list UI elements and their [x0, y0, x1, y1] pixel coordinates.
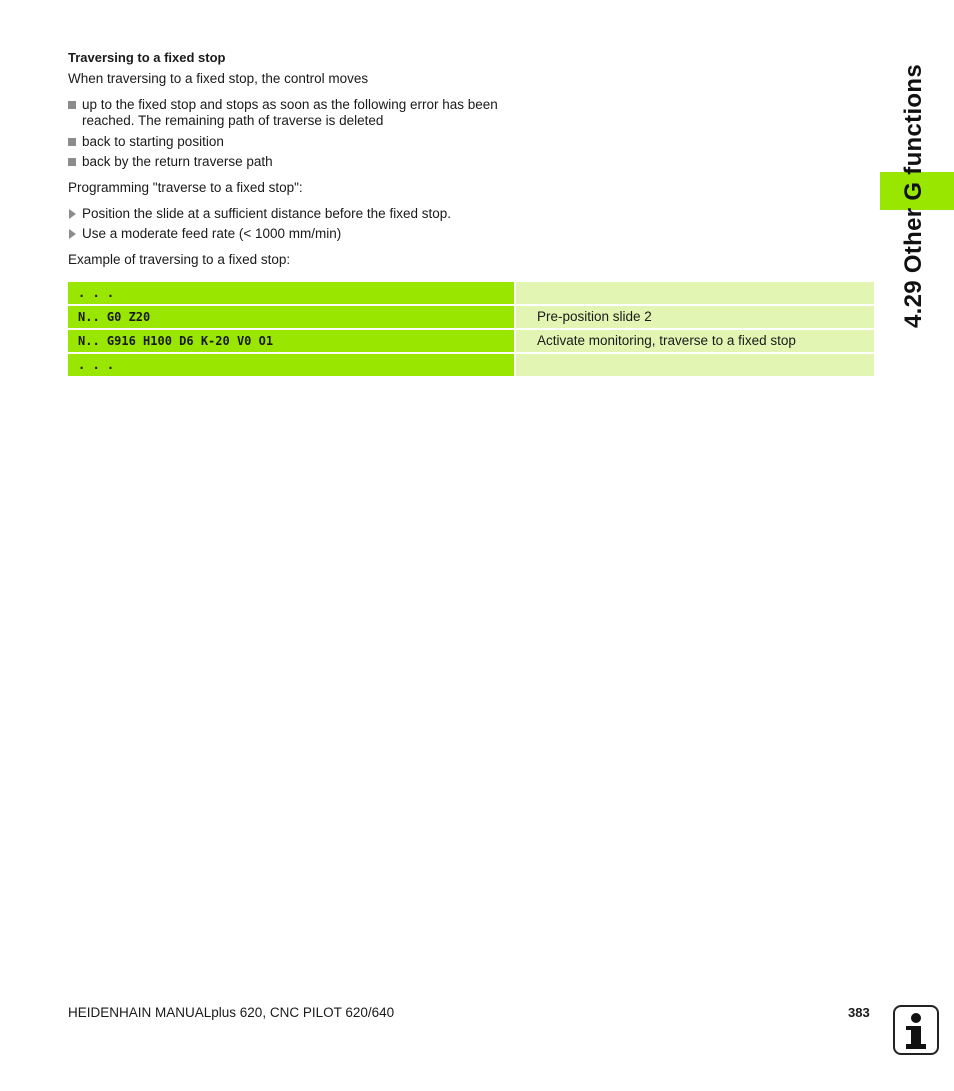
- comment-cell: Activate monitoring, traverse to a fixed stop: [516, 330, 874, 352]
- code-cell: N.. G0 Z20: [68, 306, 514, 328]
- step-item: [68, 206, 451, 222]
- step-item: [68, 226, 341, 242]
- chapter-title: 4.29 Other G functions: [900, 64, 927, 328]
- square-bullet-icon: [68, 138, 76, 146]
- step-text: Use a moderate feed rate (< 1000 mm/min): [82, 226, 342, 241]
- comment-cell: [516, 282, 874, 304]
- table-row: [68, 282, 874, 304]
- list-item: [68, 97, 508, 129]
- comment-cell: Pre-position slide 2: [516, 306, 874, 328]
- list-item: [68, 134, 508, 150]
- table-row: [68, 306, 874, 328]
- triangle-arrow-icon: [69, 229, 76, 239]
- code-cell: . . .: [68, 282, 514, 304]
- intro-text: When traversing to a fixed stop, the control moves: [68, 71, 369, 86]
- page-number: 383: [848, 1005, 870, 1020]
- code-cell: N.. G916 H100 D6 K-20 V0 O1: [68, 330, 514, 352]
- info-icon: [893, 1005, 939, 1055]
- table-row: [68, 330, 874, 352]
- example-label: Example of traversing to a fixed stop:: [68, 252, 291, 267]
- list-item-text: back by the return traverse path: [82, 154, 273, 169]
- list-item-text: back to starting position: [82, 134, 224, 149]
- programming-label: Programming "traverse to a fixed stop":: [68, 180, 303, 195]
- list-item-text: up to the fixed stop and stops as soon as the following error has been reached. The remaining path of traverse is deleted: [82, 97, 498, 128]
- list-item: [68, 154, 508, 170]
- square-bullet-icon: [68, 158, 76, 166]
- footer-product-text: HEIDENHAIN MANUALplus 620, CNC PILOT 620/640: [68, 1005, 395, 1020]
- table-row: [68, 354, 874, 376]
- code-cell: . . .: [68, 354, 514, 376]
- square-bullet-icon: [68, 101, 76, 109]
- comment-cell: [516, 354, 874, 376]
- code-example-table: [68, 282, 874, 378]
- triangle-arrow-icon: [69, 209, 76, 219]
- step-text: Position the slide at a sufficient distance before the fixed stop.: [82, 206, 451, 221]
- section-heading: Traversing to a fixed stop: [68, 50, 226, 65]
